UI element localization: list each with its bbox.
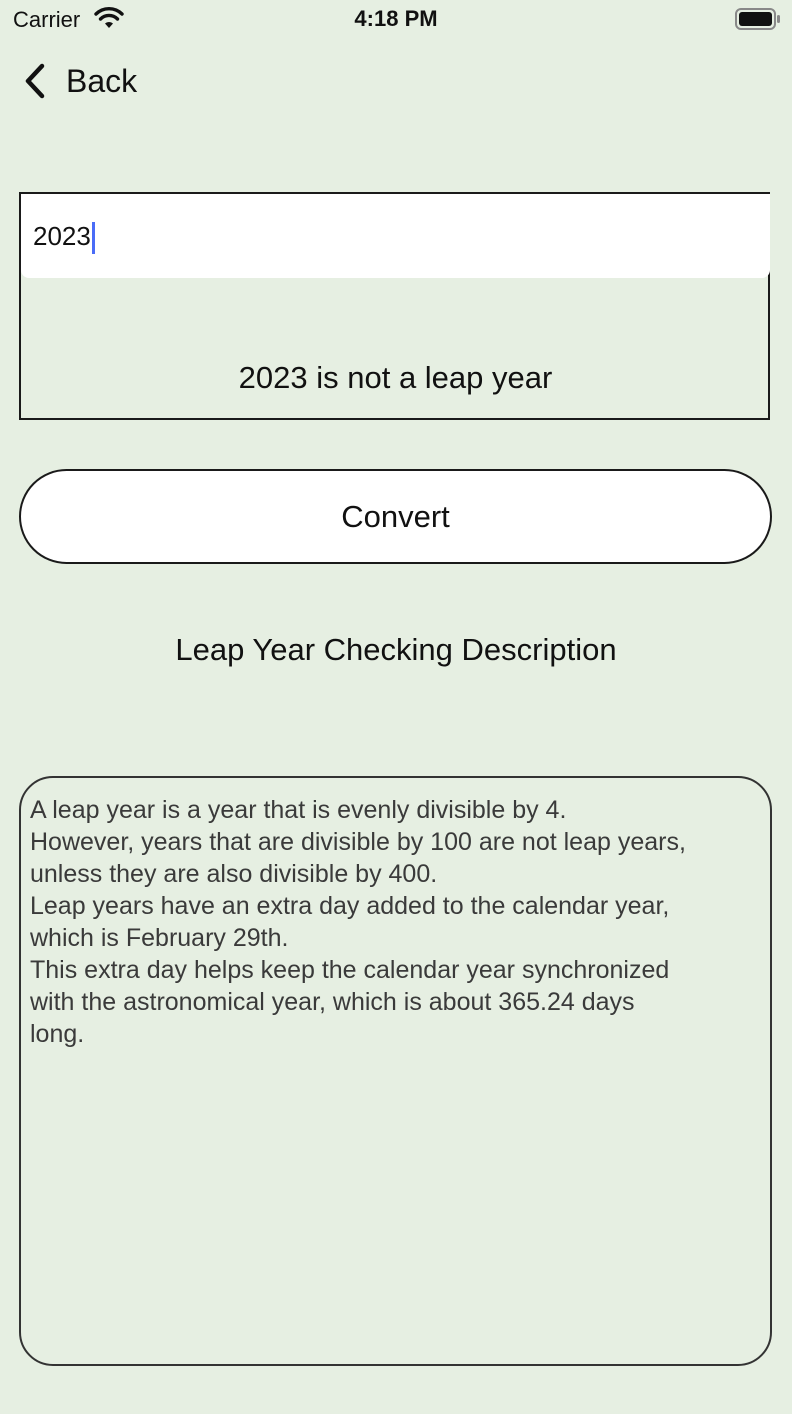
- status-bar: [0, 0, 792, 40]
- back-label: Back: [66, 62, 138, 99]
- text-caret: [92, 222, 95, 254]
- description-line: Leap years have an extra day added to the calendar year,: [30, 892, 670, 920]
- chevron-left-icon: [20, 61, 50, 101]
- status-time: 4:18 PM: [354, 6, 438, 31]
- description-line: However, years that are divisible by 100 are not leap years,: [30, 828, 686, 856]
- year-input-value[interactable]: 2023: [33, 214, 95, 258]
- description-line: unless they are also divisible by 400.: [30, 860, 438, 888]
- result-label: 2023 is not a leap year: [238, 360, 553, 395]
- convert-button[interactable]: Convert: [19, 469, 772, 564]
- description-line: This extra day helps keep the calendar year synchronized: [30, 956, 670, 984]
- description-line: which is February 29th.: [30, 924, 289, 952]
- back-button[interactable]: [20, 58, 137, 104]
- description-line: long.: [30, 1020, 85, 1048]
- battery-icon: [735, 8, 781, 30]
- year-input-field[interactable]: [21, 194, 770, 278]
- carrier-label: Carrier: [13, 7, 81, 32]
- description-line: with the astronomical year, which is about 365.24 days: [30, 988, 635, 1016]
- input-panel: [19, 192, 770, 420]
- description-line: A leap year is a year that is evenly divisible by 4.: [30, 796, 567, 824]
- description-heading: Leap Year Checking Description: [175, 632, 617, 667]
- description-text-area[interactable]: [19, 776, 772, 1366]
